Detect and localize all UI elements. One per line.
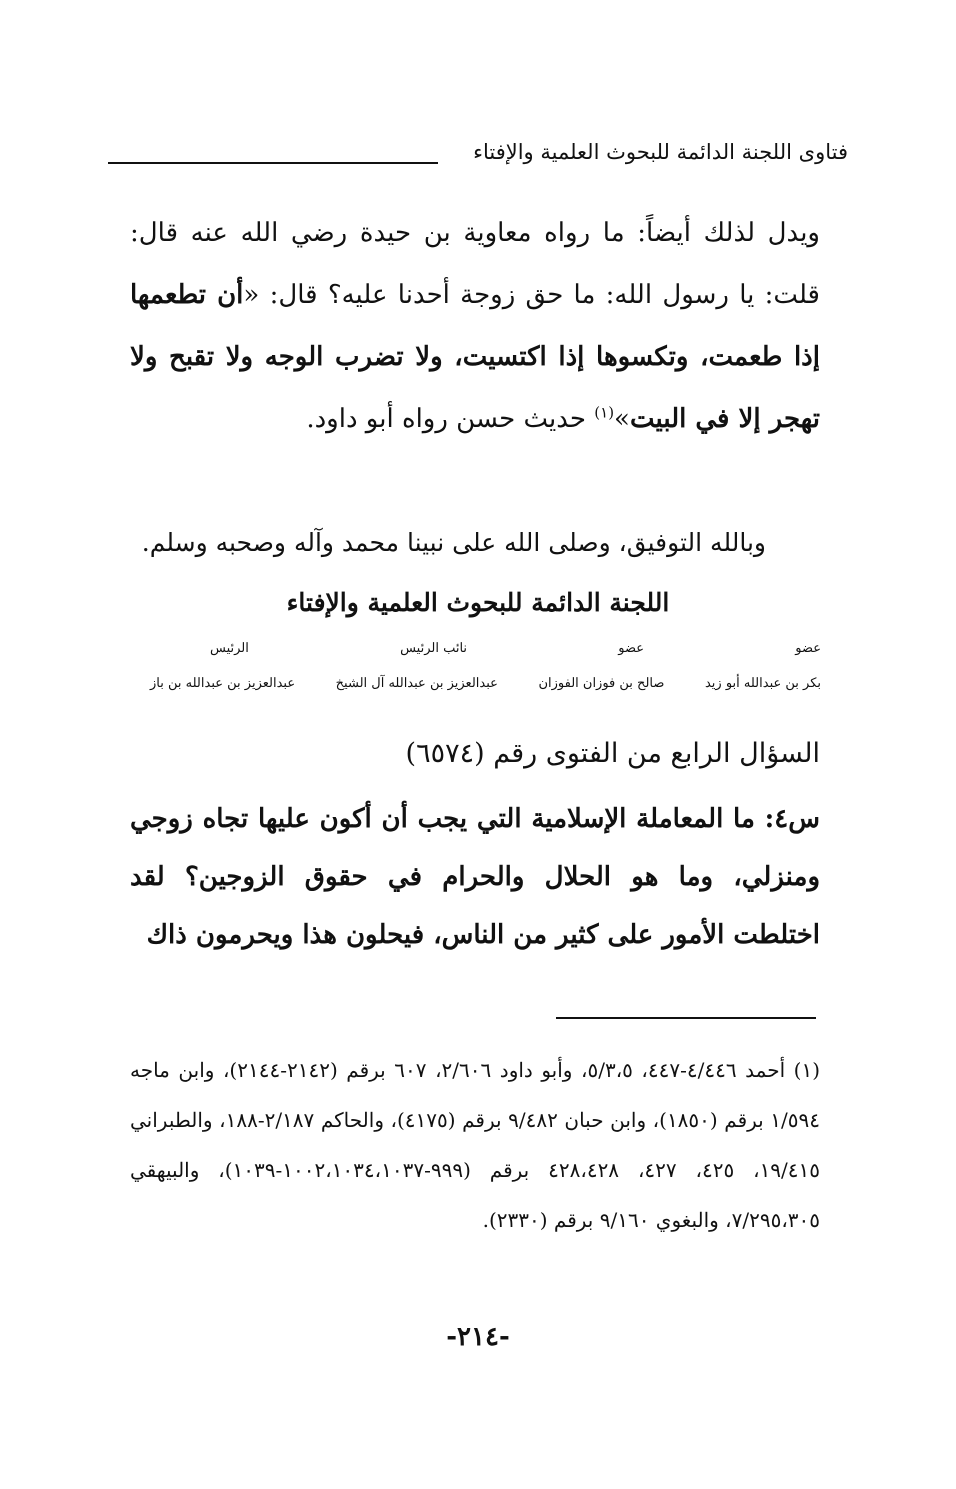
title-member-2: عضو xyxy=(618,641,645,656)
signature-names xyxy=(150,676,821,691)
title-chairman: الرئيس xyxy=(210,641,249,656)
signature-titles xyxy=(150,641,821,656)
member-name-3: عبدالعزيز بن عبدالله آل الشيخ xyxy=(335,676,498,691)
header-rule xyxy=(108,162,438,164)
footnote-separator xyxy=(556,1017,816,1019)
question-title: السؤال الرابع من الفتوى رقم (٦٥٧٤) xyxy=(405,738,820,769)
footnote-text: (١) أحمد ٤/٤٤٦-٤٤٧، ٥/٣،٥، وأبو داود ٢/٦٠٦، ٦٠٧ برقم (٢١٤٢-٢١٤٤)، وابن ماجه ١/٥٩٤ برقم (١٨٥٠)، وابن حبان ٩/٤٨٢ برقم (٤١٧٥)، والحاكم ٢/١٨٧-١٨٨، والطبراني ١٩/٤١٥، ٤٢٥، ٤٢٧، ٤٢٨،٤٢٨ برقم (٩٩٩-١٠٠٢،١٠٣٤،١٠٣٧-١٠٣٩)، والبيهقي ٧/٢٩٥،٣٠٥، والبغوي ٩/١٦٠ برقم (٢٣٣٠). xyxy=(130,1058,821,1232)
hadith-close-quote: » xyxy=(614,404,630,434)
header-title: فتاوى اللجنة الدائمة للبحوث العلمية والإفتاء xyxy=(473,140,848,164)
member-name-4: عبدالعزيز بن عبدالله بن باز xyxy=(150,676,296,691)
member-name-2: صالح بن فوزان الفوزان xyxy=(538,676,665,691)
hadith-intro: ويدل لذلك أيضاً: ما رواه معاوية بن حيدة رضي الله عنه قال: قلت: يا رسول الله: ما حق زوجة أحدنا عليه؟ قال: « xyxy=(130,218,820,310)
footnote-ref[interactable]: (١) xyxy=(594,403,615,422)
member-name-1: بكر بن عبدالله أبو زيد xyxy=(704,676,821,691)
hadith-grading: حديث حسن رواه أبو داود. xyxy=(306,404,595,434)
closing-prayer: وبالله التوفيق، وصلى الله على نبينا محمد وآله وصحبه وسلم. xyxy=(141,528,766,557)
title-vice-chairman: نائب الرئيس xyxy=(400,641,468,656)
hadith-quote: أن تطعمها إذا طعمت، وتكسوها إذا اكتسيت، ولا تضرب الوجه ولا تقبح ولا تهجر إلا في البيت xyxy=(130,280,820,434)
hadith-paragraph xyxy=(130,202,820,450)
question-body: س٤: ما المعاملة الإسلامية التي يجب أن أكون عليها تجاه زوجي ومنزلي، وما هو الحلال والحرام في حقوق الزوجين؟ لقد اختلطت الأمور على كثير من الناس، فيحلون هذا ويحرمون ذاك xyxy=(130,804,820,950)
footnote xyxy=(130,1045,820,1245)
committee-name: اللجنة الدائمة للبحوث العلمية والإفتاء xyxy=(286,588,670,617)
page-number: -٢١٤- xyxy=(446,1322,510,1352)
running-header xyxy=(108,140,848,180)
title-member-1: عضو xyxy=(795,641,821,656)
question-text xyxy=(130,790,820,964)
